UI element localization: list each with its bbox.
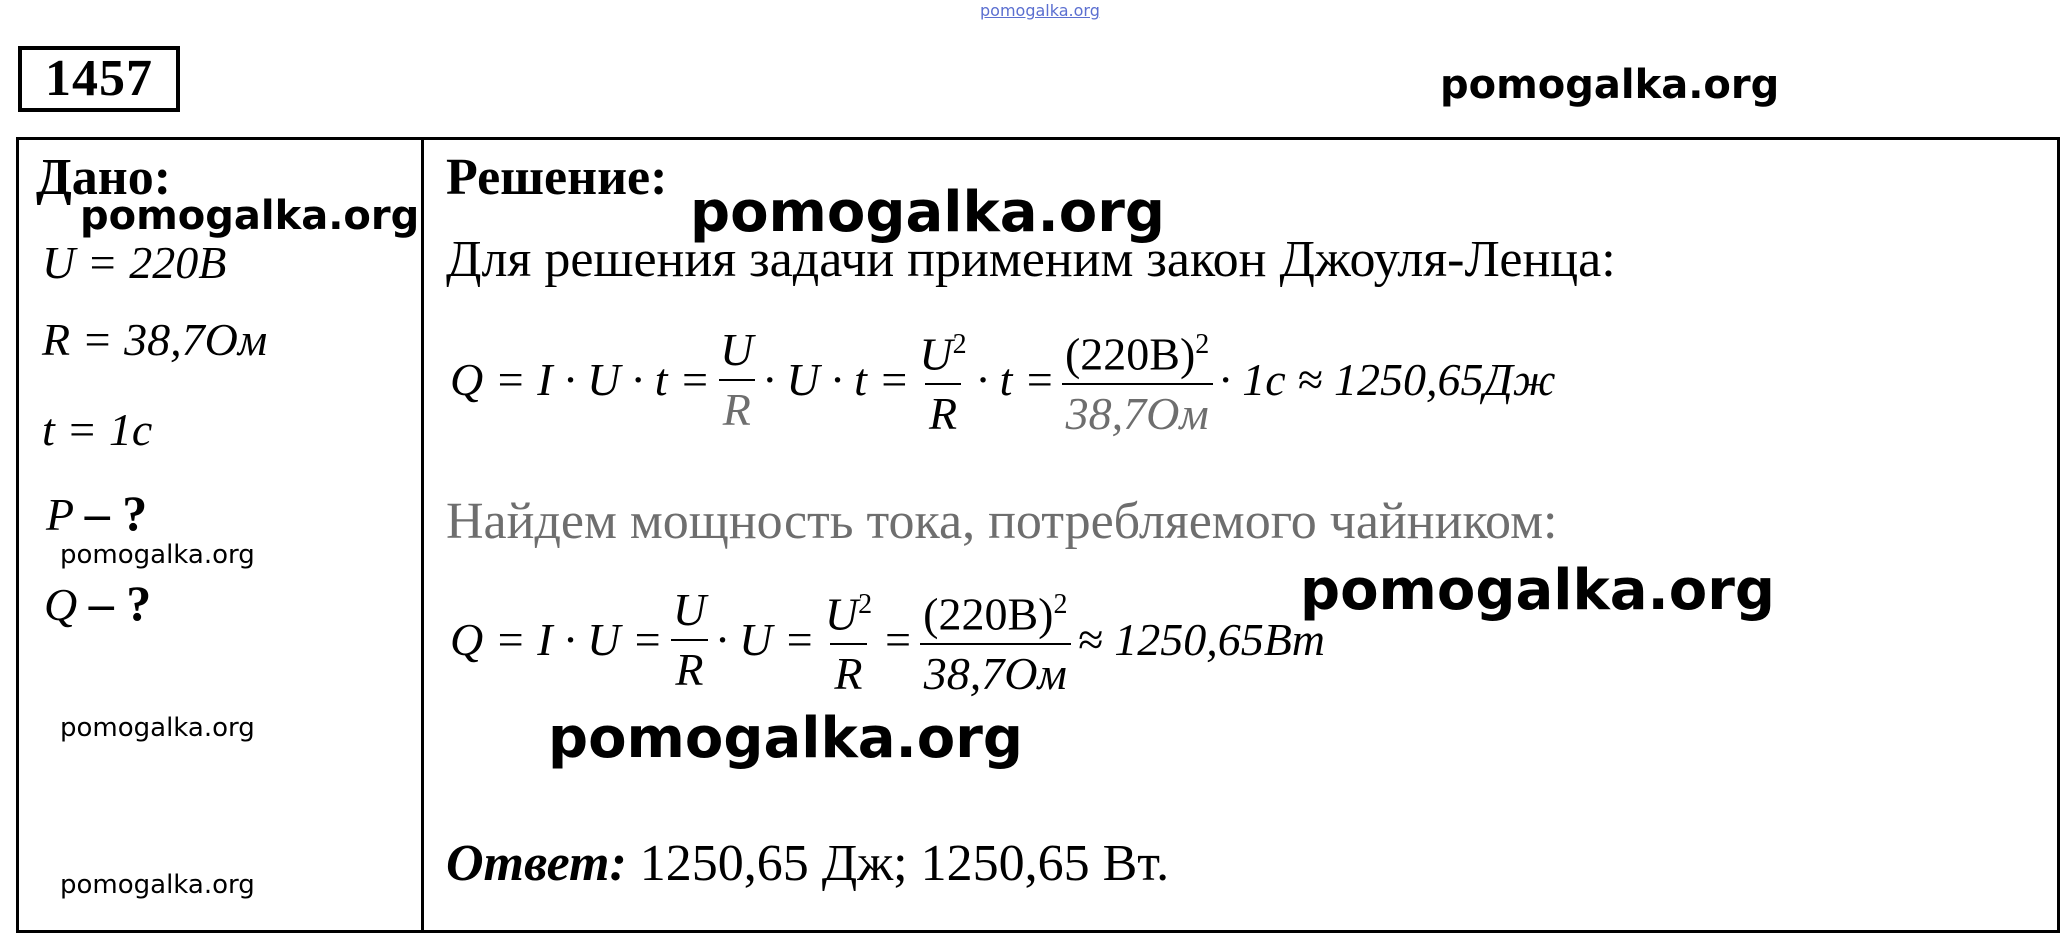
watermark-reshenie: pomogalka.org [690, 180, 1165, 245]
f1-fraction-3 [1061, 322, 1213, 440]
f2-frac3-sup: 2 [1053, 589, 1068, 620]
answer-text: 1250,65 Дж; 1250,65 Вт. [626, 835, 1170, 892]
f1-frac3-sup: 2 [1195, 329, 1210, 360]
f1-mid1: · U · t = [763, 354, 910, 406]
watermark-mid-bottom: pomogalka.org [548, 706, 1023, 771]
f2-frac2-num-wrap [821, 582, 876, 643]
f1-fraction-2 [915, 322, 970, 440]
f2-fraction-1 [669, 583, 710, 695]
watermark-left-2: pomogalka.org [60, 713, 255, 743]
f2-frac1-num: U [672, 583, 707, 635]
given-time: t = 1c [42, 404, 153, 455]
f1-frac2-num-wrap [915, 322, 970, 383]
f2-mid2: = [882, 614, 914, 666]
f1-fraction-1 [716, 323, 757, 435]
f2-mid1: · U = [716, 614, 815, 666]
f2-frac3-num-wrap [919, 582, 1071, 643]
f1-mid2: · t = [976, 354, 1055, 406]
f1-frac2-num: U [919, 328, 953, 380]
top-watermark-link[interactable]: pomogalka.org [980, 1, 1100, 20]
f1-tail: · 1c ≈ 1250,65Дж [1219, 354, 1556, 406]
f1-frac2-sup: 2 [952, 329, 967, 360]
f1-frac3-den: 38,7Ом [1062, 383, 1213, 437]
solution-power-intro: Найдем мощность тока, потребляемого чайником: [446, 493, 1558, 550]
f1-frac2-den: R [925, 383, 961, 437]
formula-joule-lenz [450, 322, 1556, 440]
f2-fraction-3 [919, 582, 1071, 700]
find-energy-dash: – ? [88, 575, 152, 631]
f1-frac1-num: U [720, 323, 754, 375]
f2-fraction-2 [821, 582, 876, 700]
f2-frac2-sup: 2 [858, 589, 873, 620]
f2-lhs: Q = I · U = [450, 614, 663, 666]
f2-frac2-den: R [830, 643, 866, 697]
f1-frac3-num: (220B) [1064, 328, 1196, 380]
f2-frac3-num: (220B) [923, 588, 1054, 640]
f1-frac3-num-wrap [1061, 322, 1213, 383]
find-power-dash: – ? [84, 485, 148, 541]
f2-frac2-num: U [824, 588, 859, 640]
watermark-left-1: pomogalka.org [60, 540, 255, 570]
f1-frac1-den: R [719, 379, 755, 433]
f1-lhs: Q = I · U · t = [450, 354, 711, 406]
problem-number: 1457 [18, 46, 180, 112]
solution-intro: Для решения задачи применим закон Джоуля-Ленца: [446, 231, 1616, 288]
f2-tail: ≈ 1250,65Bт [1077, 614, 1326, 666]
find-power-symbol: P [46, 489, 74, 540]
formula-power [450, 582, 1326, 700]
solution-heading: Решение: [446, 149, 668, 206]
find-energy-symbol: Q [44, 579, 78, 630]
watermark-right-mid: pomogalka.org [1300, 558, 1775, 623]
answer-line [446, 836, 1169, 892]
watermark-left-3: pomogalka.org [60, 870, 255, 900]
given-heading: Дано: [36, 149, 172, 206]
column-divider [421, 137, 424, 933]
watermark-dano: pomogalka.org [80, 193, 420, 239]
find-energy [44, 575, 152, 631]
find-power [46, 485, 148, 541]
answer-label: Ответ: [446, 835, 627, 892]
given-voltage: U = 220B [42, 237, 227, 288]
watermark-header: pomogalka.org [1440, 62, 1780, 108]
f2-frac1-den: R [671, 639, 707, 693]
f2-frac3-den: 38,7Ом [920, 643, 1071, 697]
given-resistance: R = 38,7Ом [42, 314, 268, 365]
